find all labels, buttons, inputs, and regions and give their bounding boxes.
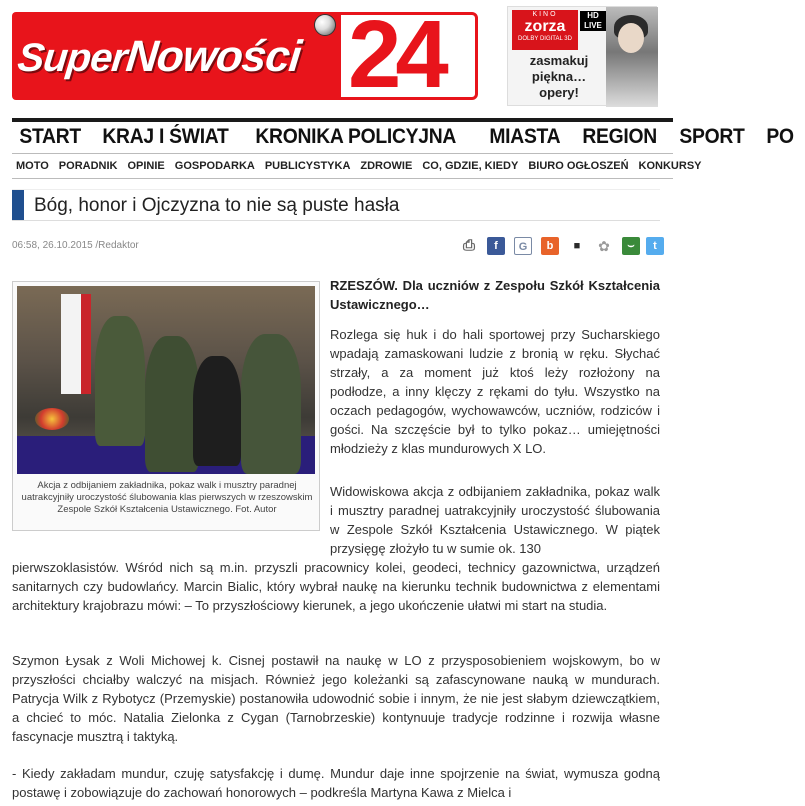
article-lead: RZESZÓW. Dla uczniów z Zespołu Szkół Kształcenia Ustawicznego… bbox=[330, 278, 660, 312]
ad-singer-photo bbox=[606, 7, 658, 107]
article-meta: 06:58, 26.10.2015 /Redaktor bbox=[12, 240, 139, 251]
ad-slogan-line1: zasmakuj bbox=[529, 53, 589, 68]
photo-flowers bbox=[35, 408, 69, 430]
photo-soldier-1 bbox=[95, 316, 145, 446]
article-photo[interactable] bbox=[17, 286, 315, 474]
article-title-bar bbox=[12, 189, 660, 221]
subnav-item-publicystyka[interactable]: PUBLICYSTYKA bbox=[264, 160, 351, 172]
wykop-icon[interactable]: ⌣ bbox=[622, 237, 640, 255]
nav-item-kraj-i-swiat[interactable]: KRAJ I ŚWIAT bbox=[102, 125, 229, 148]
logo-number[interactable]: 24 bbox=[348, 1, 443, 108]
subnav-item-opinie[interactable]: OPINIE bbox=[127, 160, 165, 172]
nav-item-kronika-policyjna[interactable]: KRONIKA POLICYJNA bbox=[255, 125, 457, 148]
ad-hd-live-badge bbox=[580, 11, 606, 31]
subnav-item-biuro-ogloszen[interactable]: BIURO OGŁOSZEŃ bbox=[528, 160, 629, 172]
article-paragraph-2b: pierwszoklasistów. Wśród nich są m.in. przyszli pracownicy kolei, geodeci, technicy gazownictwa, urządzeń sanitarnych czy budowlańcy. Marcin Bialic, który wybrał naukę na kierunku technik budownictwa z elementami architektury krajobrazu mówi: – To przyszłościowy kierunek, a jego ukończenie ułatwi mi start na studia. bbox=[12, 560, 660, 613]
subnav-item-gospodarka[interactable]: GOSPODARKA bbox=[174, 160, 255, 172]
article-paragraph-1: Rozlega się huk i do hali sportowej przy Sucharskiego wpadają zamaskowani ludzie z bronią w ręku. Słychać strzały, a za moment już ktoś leży rozłożony na podłodze, a inny klęczy z rękami do tyłu. Wszystko na oczach pedagogów, wychowawców, uczniów, rodziców i gości. Na szczęście był to tylko pokaz… umiejętności młodzieży z klas mundurowych X LO. bbox=[330, 327, 660, 456]
article-figure bbox=[12, 281, 320, 531]
article-paragraph-4: - Kiedy zakładam mundur, czuję satysfakcję i dumę. Mundur daje inne spojrzenie na świat, wymusza godną postawę i zobowiązuje do zachowań honorowych – podkreśla Martyna Kawa z Mielca i bbox=[12, 766, 660, 800]
logo-word-super: Super bbox=[15, 36, 129, 80]
photo-figure-black bbox=[193, 356, 241, 466]
ad-hd-label: HD bbox=[587, 11, 599, 20]
print-icon[interactable]: ⎙ bbox=[460, 237, 478, 255]
blip-icon[interactable]: b bbox=[541, 237, 559, 255]
twitter-icon[interactable]: t bbox=[646, 237, 664, 255]
title-accent-bar bbox=[12, 190, 24, 220]
ad-live-label: LIVE bbox=[584, 21, 602, 30]
nav-item-miasta[interactable]: MIASTA bbox=[489, 125, 561, 148]
subnav-item-konkursy[interactable]: KONKURSY bbox=[638, 160, 702, 172]
digg-icon[interactable]: ✿ bbox=[595, 237, 613, 255]
site-header bbox=[0, 0, 673, 112]
photo-caption: Akcja z odbijaniem zakładnika, pokaz walk i musztry paradnej uatrakcyjniły uroczystość ślubowania klas pierwszych w rzeszowskim Zespole Szkół Kształcenia Ustawicznego. Fot. Autor bbox=[21, 480, 313, 515]
article-paragraph-2a: Widowiskowa akcja z odbijaniem zakładnika, pokaz walk i musztry paradnej uatrakcyjniły uroczystość ślubowania w Zespole Szkół Kształcenia Ustawicznego. W piątek przysięgę złożyło tu w sumie ok. 130 bbox=[330, 484, 660, 556]
nav-item-region[interactable]: REGION bbox=[582, 125, 658, 148]
ad-slogan-line2: piękna… bbox=[531, 69, 587, 84]
article-paragraph-3: Szymon Łysak z Woli Michowej k. Cisnej postawił na naukę w LO z przysposobieniem wojskowym, bo w przyszłości chciałby walczyć na misjach. Również jego koleżanki są zafascynowane nauką w mundurach. Patrycja Wilk z Rybotycz (Przemyskie) postanowiła udowodnić sobie i innym, że nie jest słabym dziewczątkiem, a chcieć to móc. Natalia Zielonka z Cygan (Tarnobrzeskie) kontynuuje tradycje rodzinne i rozwija własne fascynacje musztrą i taktyką. bbox=[12, 653, 660, 744]
sub-navigation bbox=[12, 153, 702, 179]
ad-slogan-line3: opery! bbox=[539, 85, 579, 100]
ad-zorza-label: zorza bbox=[524, 18, 566, 35]
ad-photo-face bbox=[618, 23, 644, 53]
nav-item-po[interactable]: PO bbox=[766, 125, 795, 148]
subnav-item-moto[interactable]: MOTO bbox=[16, 160, 49, 172]
logo-globe-icon bbox=[314, 14, 336, 36]
photo-flag-red bbox=[81, 294, 91, 394]
logo-wordmark[interactable] bbox=[14, 22, 341, 92]
subnav-item-co-gdzie-kiedy[interactable]: CO, GDZIE, KIEDY bbox=[422, 160, 519, 172]
ad-kino-zorza-logo bbox=[512, 10, 578, 50]
ad-kino-label: KINO bbox=[532, 11, 558, 18]
advertisement-banner[interactable] bbox=[507, 6, 657, 106]
logo-word-nowosci: Nowości bbox=[123, 32, 303, 81]
ad-dolby-label: DOLBY DIGITAL 3D bbox=[518, 36, 572, 42]
share-icons bbox=[460, 237, 664, 257]
nav-item-start[interactable]: START bbox=[19, 125, 81, 148]
nav-item-sport[interactable]: SPORT bbox=[679, 125, 745, 148]
main-navigation bbox=[12, 118, 795, 152]
subnav-item-zdrowie[interactable]: ZDROWIE bbox=[360, 160, 413, 172]
delicious-icon[interactable]: ■ bbox=[568, 237, 586, 255]
ad-slogan bbox=[514, 53, 604, 101]
article-title: Bóg, honor i Ojczyzna to nie są puste hasła bbox=[34, 195, 400, 216]
google-icon[interactable]: G bbox=[514, 237, 532, 255]
photo-soldier-2 bbox=[145, 336, 199, 472]
photo-flag-white bbox=[61, 294, 81, 394]
subnav-item-poradnik[interactable]: PORADNIK bbox=[58, 160, 118, 172]
photo-soldier-3 bbox=[241, 334, 301, 474]
facebook-icon[interactable]: f bbox=[487, 237, 505, 255]
